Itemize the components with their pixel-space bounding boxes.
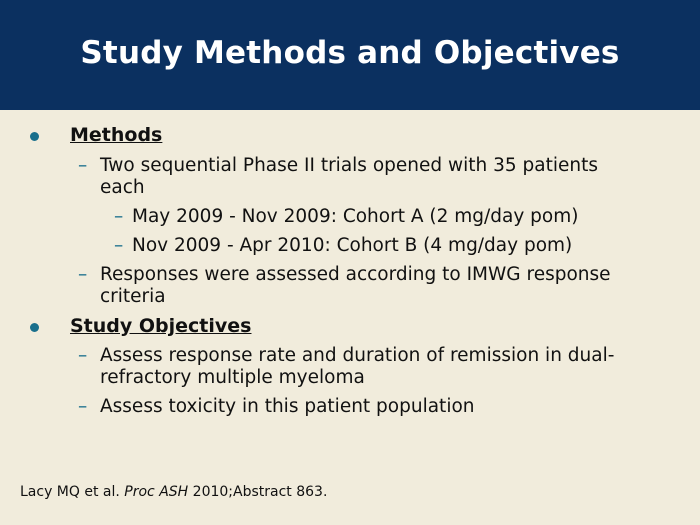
list-item: [78, 264, 658, 286]
list-item-continuation: criteria: [100, 286, 166, 307]
dash-marker: –: [114, 235, 124, 256]
dash-marker: –: [78, 396, 88, 417]
section-heading-objectives: Study Objectives: [70, 315, 252, 337]
item-text: Two sequential Phase II trials opened with 35 patients: [100, 155, 599, 176]
item-text: Nov 2009 - Apr 2010: Cohort B (4 mg/day pom): [132, 235, 573, 256]
citation-details: 2010;Abstract 863.: [192, 484, 328, 500]
bullet-dot: [30, 132, 39, 141]
citation-journal: Proc ASH: [124, 484, 189, 500]
citation: [20, 484, 327, 500]
slide-title: Study Methods and Objectives: [80, 35, 620, 71]
list-item-continuation: refractory multiple myeloma: [100, 367, 365, 388]
item-text: May 2009 - Nov 2009: Cohort A (2 mg/day pom): [132, 206, 579, 227]
dash-marker: –: [114, 206, 124, 227]
sub-list-item: [114, 206, 674, 228]
item-text: Responses were assessed according to IMWG response: [100, 264, 611, 285]
list-item: [78, 396, 658, 418]
dash-marker: –: [78, 345, 88, 366]
title-bar: [0, 0, 700, 110]
section-heading-methods: Methods: [70, 124, 163, 146]
sub-list-item: [114, 235, 674, 257]
bullet-dot: [30, 323, 39, 332]
citation-authors: Lacy MQ et al.: [20, 484, 120, 500]
item-text: Assess response rate and duration of remission in dual-: [100, 345, 615, 366]
item-text: Assess toxicity in this patient population: [100, 396, 475, 417]
dash-marker: –: [78, 155, 88, 176]
list-item: [78, 155, 658, 177]
dash-marker: –: [78, 264, 88, 285]
list-item: [78, 345, 658, 367]
list-item-continuation: each: [100, 177, 145, 198]
